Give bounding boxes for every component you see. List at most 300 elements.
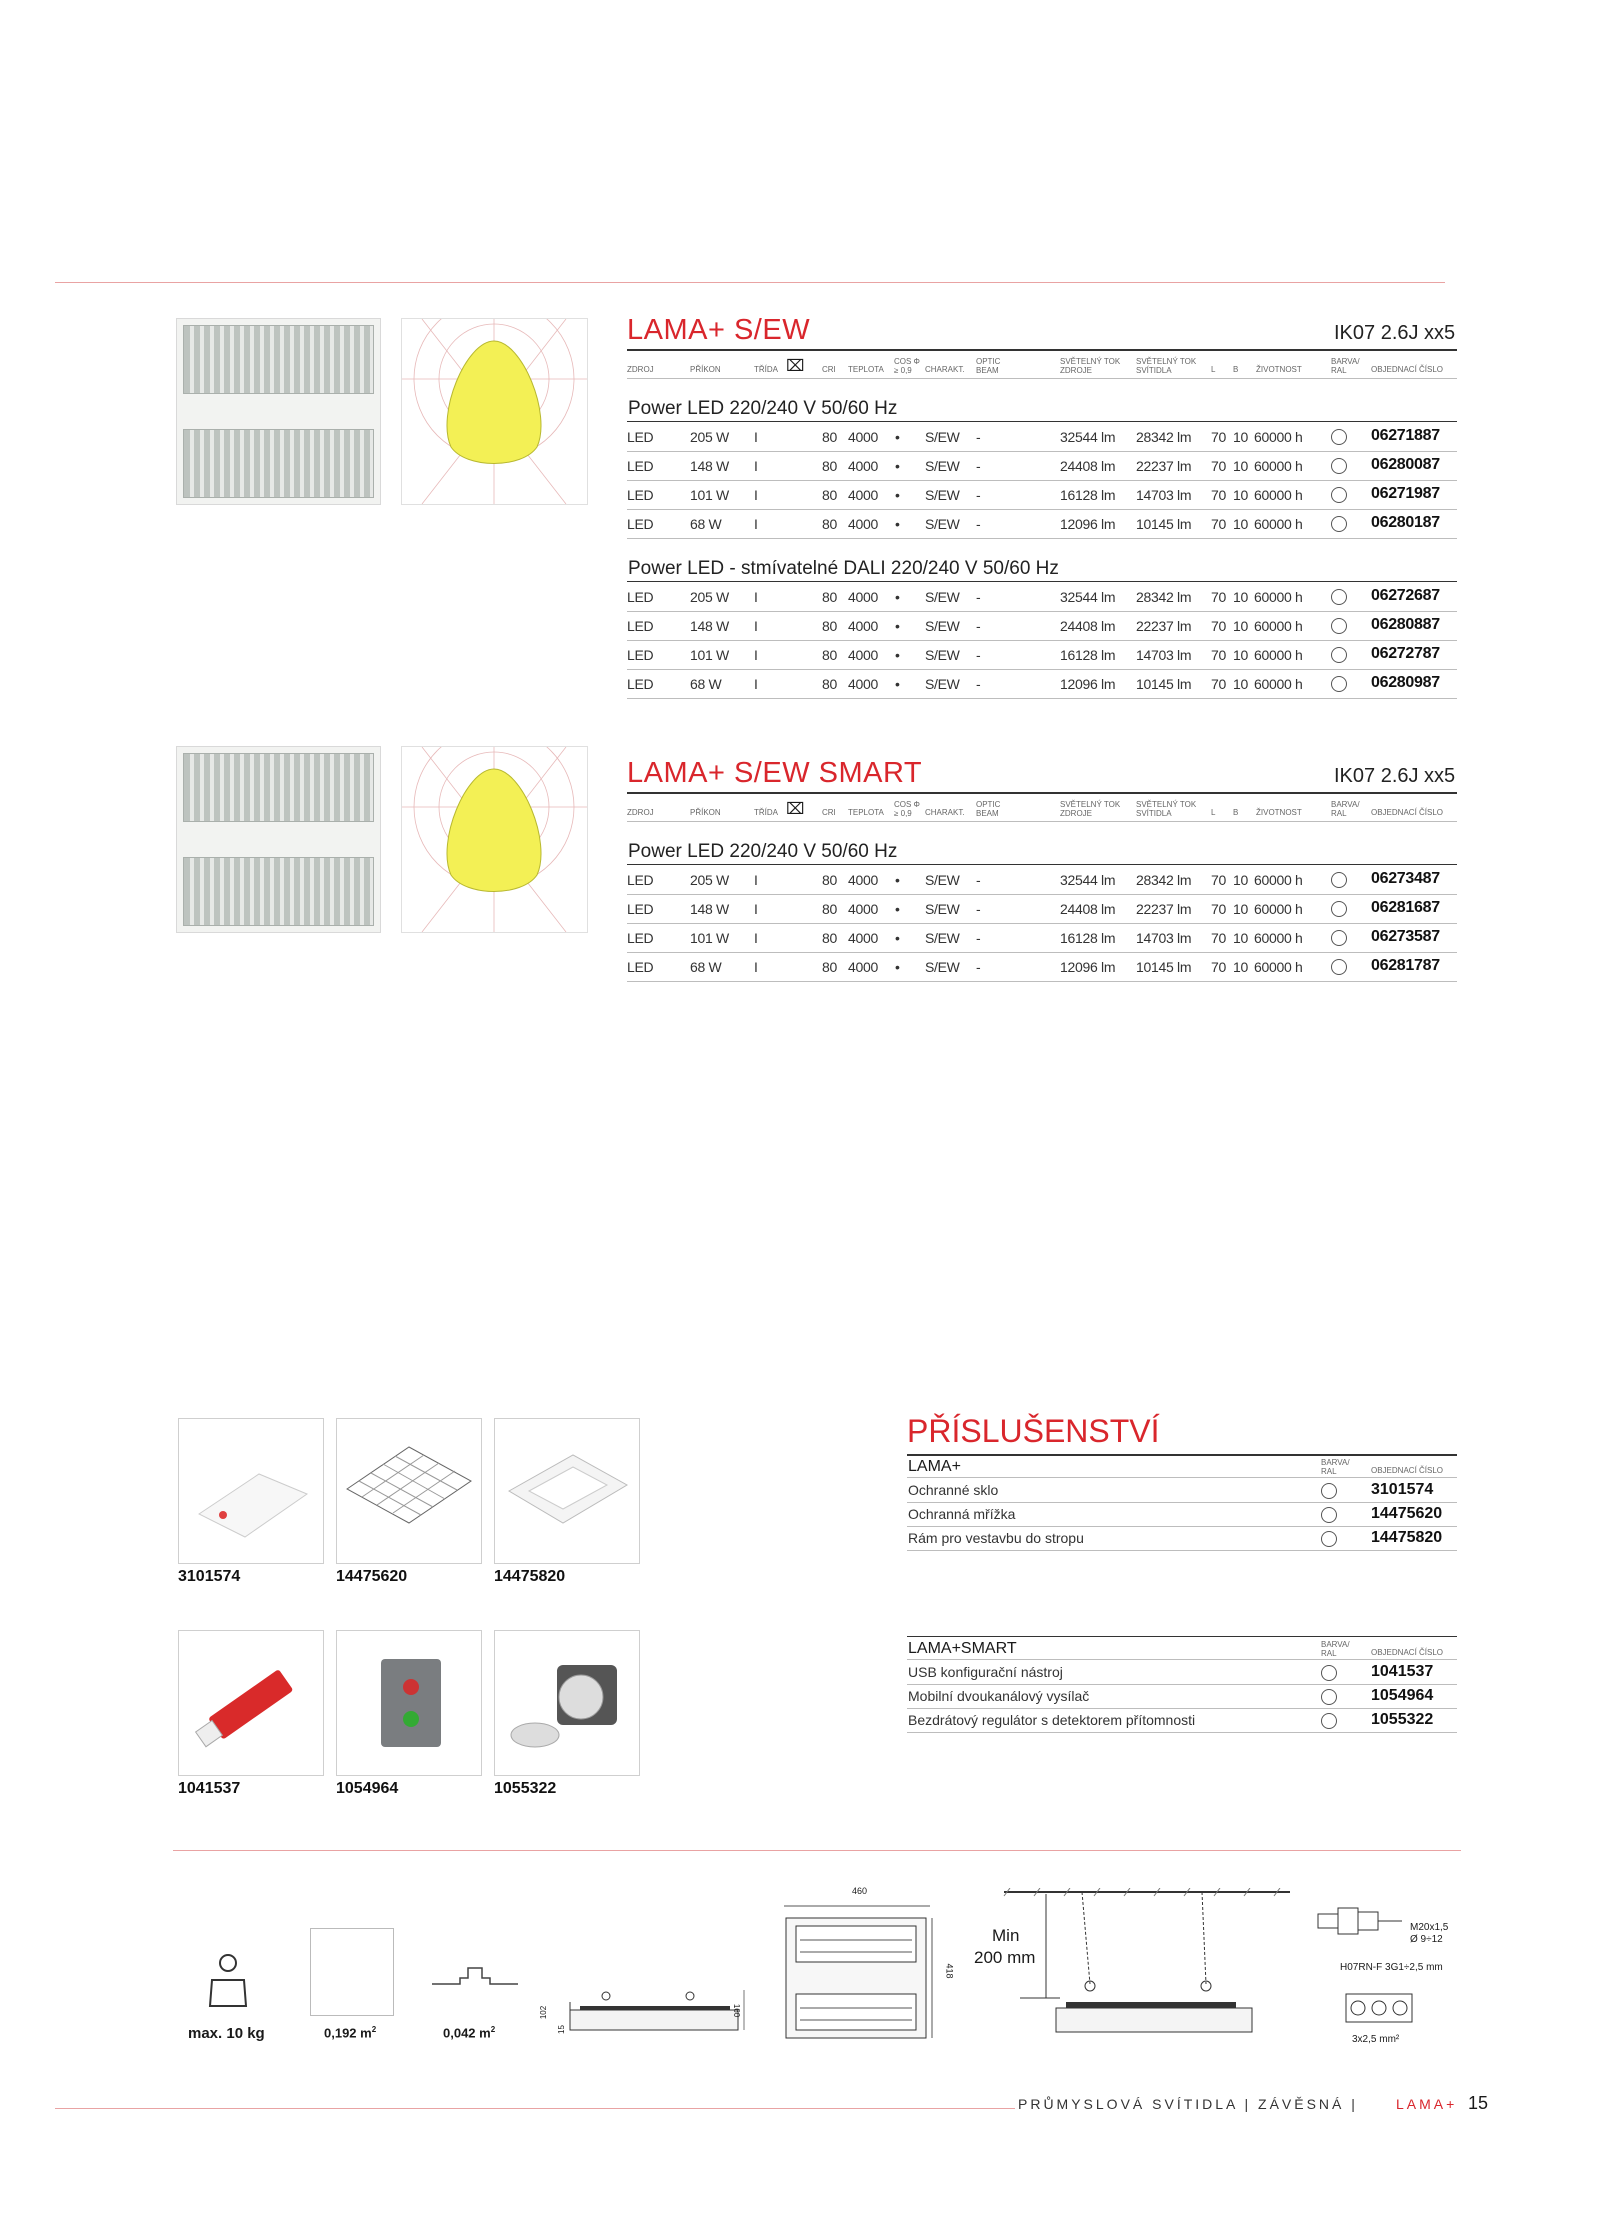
cell-char: S/EW	[925, 487, 960, 503]
cell-dot: •	[895, 458, 900, 474]
area2-label	[443, 2025, 495, 2040]
dim-460: 460	[852, 1886, 868, 1896]
class-symbol-icon: ⌧	[786, 801, 805, 818]
hdr-tok-svitidla: SVĚTELNÝ TOK SVÍTIDLA	[1136, 800, 1197, 818]
cell-char: S/EW	[925, 959, 960, 975]
product-photo	[176, 318, 381, 505]
cell-l: 70	[1211, 429, 1226, 445]
cell-temp: 4000	[848, 901, 878, 917]
cell-optic: -	[976, 429, 981, 445]
top-dimension-drawing	[780, 1894, 938, 2044]
table-row	[627, 952, 1457, 982]
cell-w: 68 W	[690, 516, 722, 532]
color-swatch-icon	[1331, 618, 1347, 634]
hdr-cri: CRI	[822, 365, 836, 374]
cell-life: 60000 h	[1254, 618, 1303, 634]
accessory-row	[907, 1708, 1457, 1733]
cell-char: S/EW	[925, 930, 960, 946]
cell-optic: -	[976, 516, 981, 532]
cell-w: 205 W	[690, 429, 729, 445]
led-module-top	[183, 325, 374, 394]
cell-lm1: 32544 lm	[1060, 429, 1116, 445]
order-code: 06271887	[1371, 427, 1440, 444]
table-row	[627, 669, 1457, 699]
cell-lm1: 24408 lm	[1060, 901, 1116, 917]
order-code: 06280087	[1371, 456, 1440, 473]
cell-cls: I	[754, 676, 758, 692]
area2-unit-sup: 2	[490, 2025, 496, 2034]
led-module-bottom	[183, 429, 374, 498]
cell-lm2: 10145 lm	[1136, 516, 1192, 532]
cell-optic: -	[976, 589, 981, 605]
table-row	[627, 865, 1457, 895]
cell-dot: •	[895, 429, 900, 445]
cell-life: 60000 h	[1254, 458, 1303, 474]
cell-b: 10	[1233, 959, 1248, 975]
color-swatch-icon	[1331, 930, 1347, 946]
min-label: Min	[992, 1926, 1020, 1945]
cell-l: 70	[1211, 516, 1226, 532]
cell-b: 10	[1233, 901, 1248, 917]
order-code: 1054964	[1371, 1687, 1434, 1704]
cell-cls: I	[754, 959, 758, 975]
accessory-label: Mobilní dvoukanálový vysílač	[908, 1688, 1090, 1704]
table-row	[627, 894, 1457, 924]
cell-optic: -	[976, 487, 981, 503]
hdr-charakt: CHARAKT.	[925, 808, 965, 817]
cell-dot: •	[895, 589, 900, 605]
cell-temp: 4000	[848, 618, 878, 634]
hdr-barva: BARVA/ RAL	[1321, 1458, 1350, 1476]
order-code: 06281787	[1371, 957, 1440, 974]
accessory-row	[907, 1684, 1457, 1709]
cell-b: 10	[1233, 589, 1248, 605]
cell-b: 10	[1233, 647, 1248, 663]
cell-lm1: 24408 lm	[1060, 458, 1116, 474]
hdr-cri: CRI	[822, 808, 836, 817]
cell-dot: •	[895, 901, 900, 917]
cell-src: LED	[627, 872, 654, 888]
hdr-cos: COS Φ ≥ 0,9	[894, 357, 920, 375]
accessory-image-glass	[178, 1418, 324, 1564]
cell-life: 60000 h	[1254, 516, 1303, 532]
polar-diagram	[401, 746, 588, 933]
footer-category: PRŮMYSLOVÁ SVÍTIDLA | ZÁVĚSNÁ |	[1018, 2096, 1358, 2112]
cell-life: 60000 h	[1254, 930, 1303, 946]
cell-lm1: 16128 lm	[1060, 647, 1116, 663]
class-symbol-icon: ⌧	[786, 358, 805, 375]
product-photo	[176, 746, 381, 933]
cell-b: 10	[1233, 458, 1248, 474]
led-module-bottom	[183, 857, 374, 926]
cell-char: S/EW	[925, 647, 960, 663]
cable-gland-icon	[1316, 1902, 1406, 1943]
cell-cls: I	[754, 872, 758, 888]
accessory-row	[907, 1502, 1457, 1527]
table-row	[627, 422, 1457, 452]
cell-dot: •	[895, 872, 900, 888]
section-title: Power LED 220/240 V 50/60 Hz	[628, 841, 898, 862]
cell-life: 60000 h	[1254, 647, 1303, 663]
hdr-tok-zdroje: SVĚTELNÝ TOK ZDROJE	[1060, 800, 1121, 818]
accessory-code: 14475820	[494, 1568, 566, 1585]
table-row	[627, 451, 1457, 481]
product-title: LAMA+ S/EW	[627, 314, 811, 346]
table-row	[627, 640, 1457, 670]
cell-w: 68 W	[690, 959, 722, 975]
accessory-label: Ochranná mřížka	[908, 1506, 1016, 1522]
color-swatch-icon	[1321, 1531, 1337, 1547]
cell-dot: •	[895, 516, 900, 532]
cell-src: LED	[627, 959, 654, 975]
table-row	[627, 582, 1457, 612]
color-swatch-icon	[1321, 1689, 1337, 1705]
order-code: 06280987	[1371, 674, 1440, 691]
cell-l: 70	[1211, 959, 1226, 975]
accessory-image-remote	[336, 1630, 482, 1776]
cable-spec: H07RN-F 3G1÷2,5 mm	[1340, 1962, 1443, 1973]
hdr-cos: COS Φ ≥ 0,9	[894, 800, 920, 818]
cell-lm1: 32544 lm	[1060, 589, 1116, 605]
hdr-tok-zdroje: SVĚTELNÝ TOK ZDROJE	[1060, 357, 1121, 375]
weight-icon	[206, 1952, 250, 2015]
color-swatch-icon	[1321, 1483, 1337, 1499]
cell-temp: 4000	[848, 429, 878, 445]
cell-b: 10	[1233, 516, 1248, 532]
cell-w: 101 W	[690, 487, 729, 503]
cell-src: LED	[627, 676, 654, 692]
order-code: 06271987	[1371, 485, 1440, 502]
terminal-block-icon	[1344, 1992, 1414, 2029]
accessory-row	[907, 1526, 1457, 1551]
hdr-zivotnost: ŽIVOTNOST	[1256, 365, 1302, 374]
hdr-teplota: TEPLOTA	[848, 365, 884, 374]
color-swatch-icon	[1331, 872, 1347, 888]
color-swatch-icon	[1331, 589, 1347, 605]
order-code: 06280887	[1371, 616, 1440, 633]
polar-diagram	[401, 318, 588, 505]
area1-value: 0,192 m	[324, 2025, 372, 2041]
area1-unit-sup: 2	[371, 2025, 377, 2034]
cell-life: 60000 h	[1254, 872, 1303, 888]
cell-cls: I	[754, 901, 758, 917]
color-swatch-icon	[1331, 516, 1347, 532]
accessory-code: 1055322	[494, 1780, 557, 1797]
dim-102: 102	[539, 2005, 549, 2020]
hdr-teplota: TEPLOTA	[848, 808, 884, 817]
hdr-obj: OBJEDNACÍ ČÍSLO	[1371, 365, 1444, 374]
hdr-b: B	[1233, 365, 1239, 374]
accessory-code: 3101574	[178, 1568, 241, 1585]
dim-418: 418	[944, 1963, 955, 1979]
accessory-image-usb	[178, 1630, 324, 1776]
cell-cls: I	[754, 930, 758, 946]
accessory-label: USB konfigurační nástroj	[908, 1664, 1063, 1680]
cell-cri: 80	[822, 647, 837, 663]
cell-optic: -	[976, 458, 981, 474]
accessory-label: Rám pro vestavbu do stropu	[908, 1530, 1084, 1546]
hdr-prikon: PŘÍKON	[690, 365, 721, 374]
cell-life: 60000 h	[1254, 429, 1303, 445]
cell-temp: 4000	[848, 647, 878, 663]
hdr-barva: BARVA/ RAL	[1321, 1640, 1350, 1658]
cell-l: 70	[1211, 647, 1226, 663]
hdr-charakt: CHARAKT.	[925, 365, 965, 374]
cell-temp: 4000	[848, 930, 878, 946]
accessory-image-frame	[494, 1418, 640, 1564]
hdr-l: L	[1211, 365, 1216, 374]
order-code: 06273587	[1371, 928, 1440, 945]
cell-char: S/EW	[925, 589, 960, 605]
cell-src: LED	[627, 589, 654, 605]
cell-lm1: 12096 lm	[1060, 516, 1116, 532]
cell-b: 10	[1233, 429, 1248, 445]
color-swatch-icon	[1331, 429, 1347, 445]
group-top-rule	[907, 1636, 1457, 1637]
cell-cls: I	[754, 458, 758, 474]
cell-cri: 80	[822, 901, 837, 917]
hdr-obj: OBJEDNACÍ ČÍSLO	[1371, 1648, 1444, 1657]
order-code: 1055322	[1371, 1711, 1434, 1728]
title-rule	[627, 792, 1457, 794]
header-rule	[627, 821, 1457, 822]
cell-b: 10	[1233, 487, 1248, 503]
hdr-l: L	[1211, 808, 1216, 817]
color-swatch-icon	[1331, 959, 1347, 975]
accessory-image-sensor	[494, 1630, 640, 1776]
cell-l: 70	[1211, 676, 1226, 692]
cell-lm1: 32544 lm	[1060, 872, 1116, 888]
cell-l: 70	[1211, 618, 1226, 634]
color-swatch-icon	[1321, 1713, 1337, 1729]
cell-temp: 4000	[848, 959, 878, 975]
suspension-drawing	[1000, 1888, 1290, 2048]
cell-char: S/EW	[925, 901, 960, 917]
product-title: LAMA+ S/EW SMART	[627, 757, 923, 789]
cell-src: LED	[627, 516, 654, 532]
accessory-group-title: LAMA+	[908, 1458, 961, 1475]
cell-dot: •	[895, 618, 900, 634]
cell-b: 10	[1233, 872, 1248, 888]
color-swatch-icon	[1331, 487, 1347, 503]
order-code: 14475820	[1371, 1529, 1443, 1546]
cell-cri: 80	[822, 676, 837, 692]
cell-src: LED	[627, 618, 654, 634]
cell-dot: •	[895, 647, 900, 663]
accessory-code: 14475620	[336, 1568, 408, 1585]
color-swatch-icon	[1331, 676, 1347, 692]
cell-optic: -	[976, 618, 981, 634]
hdr-tok-svitidla: SVĚTELNÝ TOK SVÍTIDLA	[1136, 357, 1197, 375]
cell-dot: •	[895, 959, 900, 975]
cell-cri: 80	[822, 959, 837, 975]
footer-brand: LAMA+	[1396, 2096, 1458, 2112]
color-swatch-icon	[1331, 458, 1347, 474]
accessory-label: Bezdrátový regulátor s detektorem přítomnosti	[908, 1712, 1196, 1728]
cell-lm2: 10145 lm	[1136, 959, 1192, 975]
accessory-label: Ochranné sklo	[908, 1482, 999, 1498]
section-title: Power LED - stmívatelné DALI 220/240 V 50/60 Hz	[628, 558, 1059, 579]
color-swatch-icon	[1331, 647, 1347, 663]
cell-lm1: 12096 lm	[1060, 959, 1116, 975]
accessory-row	[907, 1478, 1457, 1503]
cell-b: 10	[1233, 676, 1248, 692]
cell-cls: I	[754, 647, 758, 663]
hdr-trida: TŘÍDA	[754, 808, 778, 817]
side-dimension-drawing	[540, 1982, 750, 2042]
cell-w: 101 W	[690, 647, 729, 663]
cell-l: 70	[1211, 930, 1226, 946]
cell-src: LED	[627, 930, 654, 946]
order-code: 06281687	[1371, 899, 1440, 916]
cell-lm1: 12096 lm	[1060, 676, 1116, 692]
cell-dot: •	[895, 487, 900, 503]
cell-src: LED	[627, 429, 654, 445]
cell-char: S/EW	[925, 429, 960, 445]
led-module-top	[183, 753, 374, 822]
cell-cri: 80	[822, 618, 837, 634]
gland-diameter: Ø 9÷12	[1410, 1934, 1443, 1945]
cell-b: 10	[1233, 930, 1248, 946]
min-value: 200 mm	[974, 1948, 1036, 1967]
order-code: 14475620	[1371, 1505, 1443, 1522]
cell-lm2: 22237 lm	[1136, 901, 1192, 917]
hdr-barva: BARVA/ RAL	[1331, 800, 1360, 818]
cell-w: 101 W	[690, 930, 729, 946]
cell-cri: 80	[822, 589, 837, 605]
cell-cri: 80	[822, 487, 837, 503]
cell-cls: I	[754, 618, 758, 634]
table-row	[627, 611, 1457, 641]
cell-dot: •	[895, 930, 900, 946]
cell-l: 70	[1211, 901, 1226, 917]
hdr-obj: OBJEDNACÍ ČÍSLO	[1371, 808, 1444, 817]
ik-rating: IK07 2.6J xx5	[1334, 322, 1456, 344]
hdr-b: B	[1233, 808, 1239, 817]
cell-char: S/EW	[925, 872, 960, 888]
table-row	[627, 480, 1457, 510]
accessory-code: 1041537	[178, 1780, 241, 1797]
cell-lm2: 14703 lm	[1136, 487, 1192, 503]
hdr-obj: OBJEDNACÍ ČÍSLO	[1371, 1466, 1444, 1475]
order-code: 3101574	[1371, 1481, 1434, 1498]
hdr-prikon: PŘÍKON	[690, 808, 721, 817]
cell-l: 70	[1211, 872, 1226, 888]
side-profile-icon	[430, 1962, 520, 1997]
cell-lm1: 16128 lm	[1060, 487, 1116, 503]
color-swatch-icon	[1321, 1507, 1337, 1523]
cell-w: 68 W	[690, 676, 722, 692]
cell-cri: 80	[822, 930, 837, 946]
cell-cri: 80	[822, 429, 837, 445]
hdr-optic: OPTIC BEAM	[976, 800, 1001, 818]
cell-w: 205 W	[690, 589, 729, 605]
cell-src: LED	[627, 647, 654, 663]
weight-label: max. 10 kg	[188, 2025, 265, 2042]
cell-life: 60000 h	[1254, 589, 1303, 605]
cell-life: 60000 h	[1254, 487, 1303, 503]
dim-15: 15	[556, 2025, 566, 2034]
cell-optic: -	[976, 676, 981, 692]
cell-l: 70	[1211, 589, 1226, 605]
cell-lm2: 22237 lm	[1136, 618, 1192, 634]
header-rule	[627, 378, 1457, 379]
cell-optic: -	[976, 959, 981, 975]
table-row	[627, 923, 1457, 953]
cell-lm2: 14703 lm	[1136, 930, 1192, 946]
order-code: 06272687	[1371, 587, 1440, 604]
top-rule	[55, 282, 1445, 283]
cell-w: 205 W	[690, 872, 729, 888]
section-title: Power LED 220/240 V 50/60 Hz	[628, 398, 898, 419]
cell-w: 148 W	[690, 618, 729, 634]
order-code: 06272787	[1371, 645, 1440, 662]
cell-temp: 4000	[848, 589, 878, 605]
cell-temp: 4000	[848, 516, 878, 532]
page-number: 15	[1468, 2093, 1489, 2113]
cell-lm2: 28342 lm	[1136, 429, 1192, 445]
order-code: 06280187	[1371, 514, 1440, 531]
order-code: 1041537	[1371, 1663, 1434, 1680]
cell-src: LED	[627, 901, 654, 917]
cell-life: 60000 h	[1254, 676, 1303, 692]
cell-cls: I	[754, 429, 758, 445]
cell-optic: -	[976, 901, 981, 917]
ik-rating: IK07 2.6J xx5	[1334, 765, 1456, 787]
footer-rule	[55, 2108, 1015, 2109]
table-row	[627, 509, 1457, 539]
cell-l: 70	[1211, 458, 1226, 474]
gland-thread: M20x1,5	[1410, 1922, 1449, 1933]
area1-label	[324, 2025, 376, 2040]
accessories-title: PŘÍSLUŠENSTVÍ	[907, 1413, 1160, 1449]
area2-value: 0,042 m	[443, 2025, 491, 2041]
cell-cri: 80	[822, 458, 837, 474]
color-swatch-icon	[1331, 901, 1347, 917]
cell-lm2: 28342 lm	[1136, 589, 1192, 605]
cell-temp: 4000	[848, 872, 878, 888]
hdr-trida: TŘÍDA	[754, 365, 778, 374]
accessory-row	[907, 1660, 1457, 1685]
cell-w: 148 W	[690, 458, 729, 474]
cell-dot: •	[895, 676, 900, 692]
cell-temp: 4000	[848, 458, 878, 474]
cell-optic: -	[976, 647, 981, 663]
title-rule	[627, 349, 1457, 351]
cell-lm2: 14703 lm	[1136, 647, 1192, 663]
specs-top-rule	[173, 1850, 1461, 1851]
accessory-group-title: LAMA+SMART	[908, 1640, 1017, 1657]
cell-optic: -	[976, 930, 981, 946]
cell-life: 60000 h	[1254, 901, 1303, 917]
cell-lm2: 28342 lm	[1136, 872, 1192, 888]
accessory-image-grid	[336, 1418, 482, 1564]
cell-char: S/EW	[925, 618, 960, 634]
cell-cls: I	[754, 487, 758, 503]
cell-lm1: 16128 lm	[1060, 930, 1116, 946]
hdr-zdroj: ZDROJ	[627, 808, 654, 817]
cell-lm1: 24408 lm	[1060, 618, 1116, 634]
cell-cri: 80	[822, 872, 837, 888]
cell-life: 60000 h	[1254, 959, 1303, 975]
hdr-zivotnost: ŽIVOTNOST	[1256, 808, 1302, 817]
cell-optic: -	[976, 872, 981, 888]
cell-w: 148 W	[690, 901, 729, 917]
cell-lm2: 22237 lm	[1136, 458, 1192, 474]
hdr-optic: OPTIC BEAM	[976, 357, 1001, 375]
hdr-barva: BARVA/ RAL	[1331, 357, 1360, 375]
cell-cls: I	[754, 516, 758, 532]
